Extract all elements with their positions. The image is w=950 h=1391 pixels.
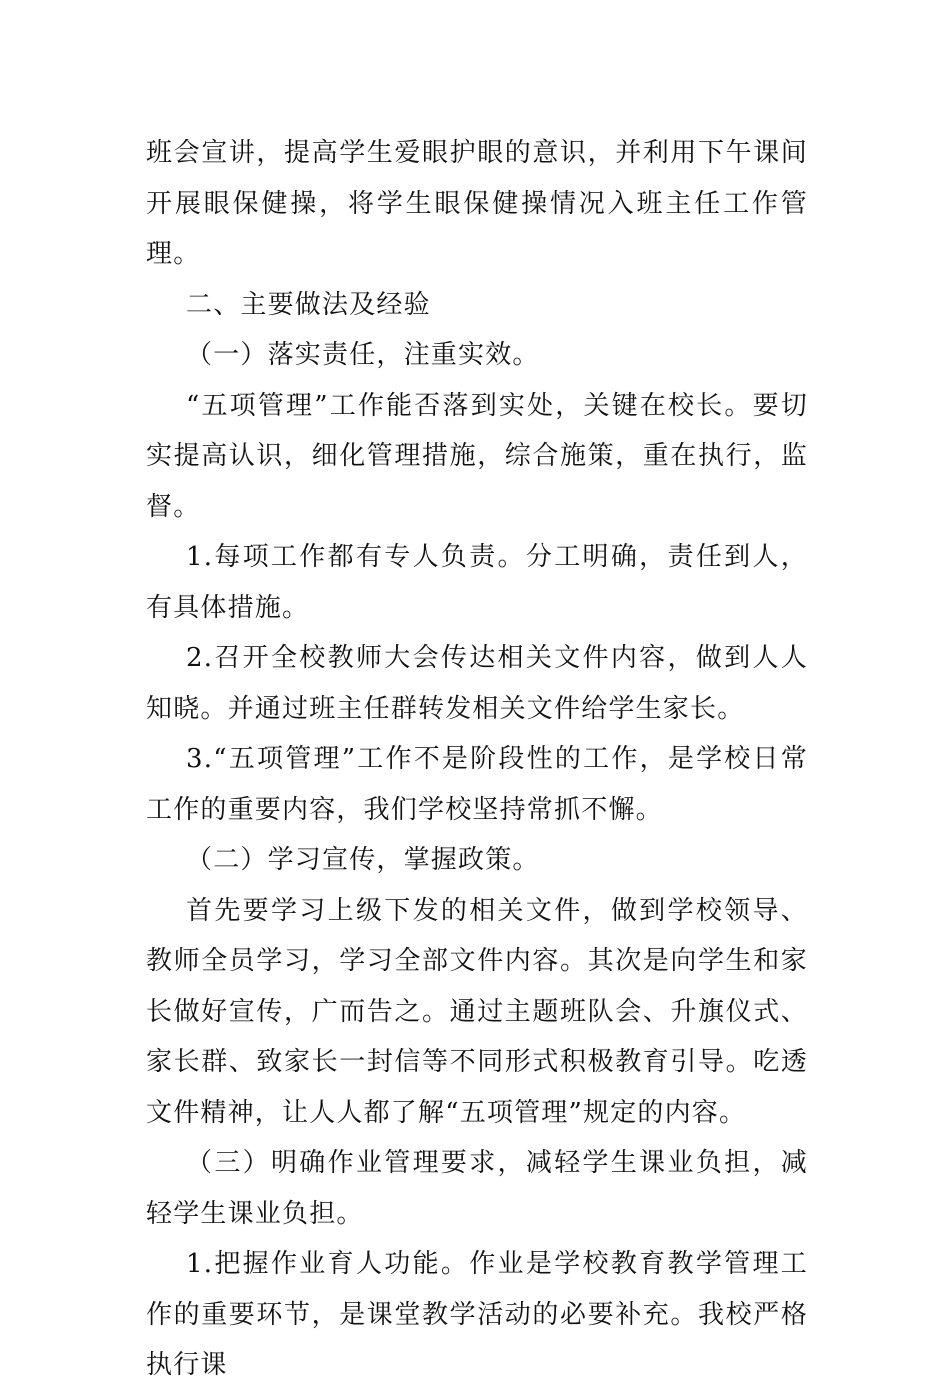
paragraph-1: 班会宣讲，提高学生爱眼护眼的意识，并利用下午课间开展眼保健操，将学生眼保健操情况入班主任工作管理。 bbox=[146, 138, 808, 269]
list-item-1b: 1.把握作业育人功能。作业是学校教育教学管理工作的重要环节，是课堂教学活动的必要补充。我校严格执行课 bbox=[146, 1249, 808, 1380]
section-heading-2: 二、主要做法及经验 bbox=[186, 289, 431, 320]
list-item-2: 2.召开全校教师大会传达相关文件内容，做到人人知晓。并通过班主任群转发相关文件给学生家长。 bbox=[146, 643, 808, 724]
subheading-2-1: （一）落实责任，注重实效。 bbox=[186, 340, 540, 370]
subheading-2-2: （二）学习宣传，掌握政策。 bbox=[186, 845, 540, 875]
list-item-1: 1.每项工作都有专人负责。分工明确，责任到人，有具体措施。 bbox=[146, 542, 808, 623]
paragraph-9: 首先要学习上级下发的相关文件，做到学校领导、教师全员学习，学习全部文件内容。其次是向学生和家长做好宣传，广而告之。通过主题班队会、升旗仪式、家长群、致家长一封信等不同形式积极教育引导。吃透文件精神，让人人都了解“五项管理”规定的内容。 bbox=[146, 895, 808, 1128]
list-item-3: 3.“五项管理”工作不是阶段性的工作，是学校日常工作的重要内容，我们学校坚持常抓不懈。 bbox=[146, 744, 808, 825]
document-body bbox=[146, 128, 808, 1391]
subheading-2-3: （三）明确作业管理要求，减轻学生课业负担，减轻学生课业负担。 bbox=[146, 1148, 808, 1229]
paragraph-4: “五项管理”工作能否落到实处，关键在校长。要切实提高认识，细化管理措施，综合施策，重在执行，监督。 bbox=[146, 390, 808, 522]
